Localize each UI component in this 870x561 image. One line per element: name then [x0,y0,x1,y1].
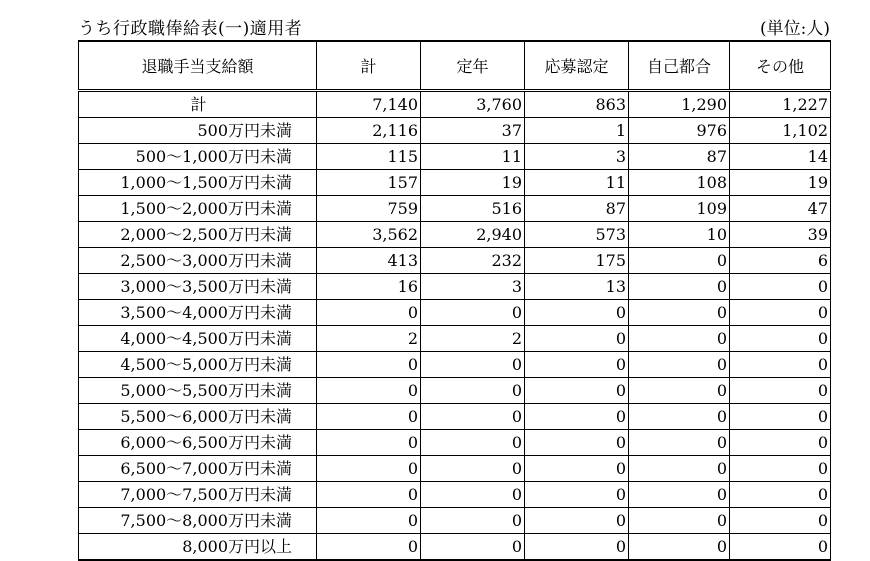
cell-personal-reasons: 87 [629,144,730,170]
table-row [79,248,831,274]
row-label: 500万円未満 [79,118,317,144]
cell-personal-reasons: 0 [629,274,730,300]
cell-total: 0 [317,404,421,430]
cell-other: 6 [730,248,831,274]
cell-mandatory-retirement: 19 [421,170,525,196]
cell-other: 14 [730,144,831,170]
cell-other: 47 [730,196,831,222]
cell-total: 115 [317,144,421,170]
cell-voluntary-approved: 0 [525,508,629,534]
cell-mandatory-retirement: 232 [421,248,525,274]
row-label: 1,000～1,500万円未満 [79,170,317,196]
cell-personal-reasons: 0 [629,508,730,534]
cell-voluntary-approved: 1 [525,118,629,144]
row-label: 500～1,000万円未満 [79,144,317,170]
cell-voluntary-approved: 11 [525,170,629,196]
cell-total: 3,562 [317,222,421,248]
table-row [79,144,831,170]
header-other: その他 [730,41,831,91]
cell-mandatory-retirement: 0 [421,404,525,430]
cell-personal-reasons: 0 [629,248,730,274]
cell-voluntary-approved: 0 [525,300,629,326]
table-header [79,41,831,91]
cell-total: 0 [317,352,421,378]
cell-mandatory-retirement: 0 [421,508,525,534]
cell-voluntary-approved: 0 [525,482,629,508]
cell-other: 0 [730,300,831,326]
table-row [79,352,831,378]
header-amount: 退職手当支給額 [79,41,317,91]
cell-mandatory-retirement: 0 [421,352,525,378]
row-label: 2,500～3,000万円未満 [79,248,317,274]
table-row [79,118,831,144]
cell-other: 0 [730,404,831,430]
cell-other: 0 [730,456,831,482]
row-label: 4,500～5,000万円未満 [79,352,317,378]
cell-voluntary-approved: 0 [525,352,629,378]
cell-other: 0 [730,482,831,508]
cell-mandatory-retirement: 37 [421,118,525,144]
table-row [79,404,831,430]
cell-voluntary-approved: 0 [525,404,629,430]
cell-other: 39 [730,222,831,248]
cell-total: 2,116 [317,118,421,144]
cell-total: 413 [317,248,421,274]
cell-mandatory-retirement: 516 [421,196,525,222]
cell-mandatory-retirement: 0 [421,430,525,456]
table-row [79,91,831,118]
cell-mandatory-retirement: 0 [421,300,525,326]
row-label: 3,000～3,500万円未満 [79,274,317,300]
cell-total: 759 [317,196,421,222]
cell-personal-reasons: 0 [629,300,730,326]
table-body [79,91,831,561]
header-personal-reasons: 自己都合 [629,41,730,91]
cell-voluntary-approved: 0 [525,456,629,482]
table-row [79,222,831,248]
table-row [79,274,831,300]
cell-personal-reasons: 0 [629,482,730,508]
row-label: 計 [79,91,317,118]
cell-mandatory-retirement: 3 [421,274,525,300]
cell-other: 0 [730,326,831,352]
cell-other: 1,227 [730,91,831,118]
cell-total: 7,140 [317,91,421,118]
row-label: 6,000～6,500万円未満 [79,430,317,456]
cell-other: 19 [730,170,831,196]
cell-voluntary-approved: 0 [525,378,629,404]
row-label: 1,500～2,000万円未満 [79,196,317,222]
cell-voluntary-approved: 863 [525,91,629,118]
row-label: 5,500～6,000万円未満 [79,404,317,430]
cell-other: 0 [730,534,831,561]
unit-label: (単位:人) [760,19,830,39]
cell-total: 0 [317,300,421,326]
cell-mandatory-retirement: 11 [421,144,525,170]
cell-personal-reasons: 0 [629,430,730,456]
cell-personal-reasons: 0 [629,378,730,404]
cell-mandatory-retirement: 0 [421,456,525,482]
row-label: 2,000～2,500万円未満 [79,222,317,248]
cell-voluntary-approved: 13 [525,274,629,300]
table-row [79,508,831,534]
cell-personal-reasons: 1,290 [629,91,730,118]
cell-personal-reasons: 0 [629,352,730,378]
header-total: 計 [317,41,421,91]
row-label: 4,000～4,500万円未満 [79,326,317,352]
cell-personal-reasons: 0 [629,534,730,561]
cell-total: 2 [317,326,421,352]
cell-mandatory-retirement: 0 [421,534,525,561]
cell-personal-reasons: 0 [629,404,730,430]
table-row [79,170,831,196]
cell-mandatory-retirement: 0 [421,378,525,404]
cell-other: 0 [730,508,831,534]
cell-mandatory-retirement: 2 [421,326,525,352]
cell-mandatory-retirement: 3,760 [421,91,525,118]
table-row [79,430,831,456]
cell-voluntary-approved: 0 [525,534,629,561]
cell-total: 0 [317,430,421,456]
cell-total: 0 [317,378,421,404]
table-row [79,534,831,561]
row-label: 8,000万円以上 [79,534,317,561]
cell-voluntary-approved: 0 [525,430,629,456]
cell-other: 0 [730,352,831,378]
cell-other: 1,102 [730,118,831,144]
row-label: 5,000～5,500万円未満 [79,378,317,404]
cell-personal-reasons: 109 [629,196,730,222]
header-mandatory-retirement: 定年 [421,41,525,91]
cell-total: 0 [317,456,421,482]
cell-total: 0 [317,508,421,534]
table-row [79,196,831,222]
cell-voluntary-approved: 3 [525,144,629,170]
retirement-allowance-table [78,40,831,561]
cell-personal-reasons: 0 [629,456,730,482]
cell-other: 0 [730,274,831,300]
cell-other: 0 [730,430,831,456]
cell-mandatory-retirement: 0 [421,482,525,508]
cell-voluntary-approved: 0 [525,326,629,352]
table-row [79,482,831,508]
table-title: うち行政職俸給表(一)適用者 [78,19,303,39]
header-voluntary-approved: 応募認定 [525,41,629,91]
table-row [79,326,831,352]
cell-total: 157 [317,170,421,196]
cell-personal-reasons: 108 [629,170,730,196]
row-label: 7,000～7,500万円未満 [79,482,317,508]
table-row [79,456,831,482]
row-label: 7,500～8,000万円未満 [79,508,317,534]
cell-personal-reasons: 0 [629,326,730,352]
table-caption [78,14,830,40]
table-row [79,378,831,404]
row-label: 3,500～4,000万円未満 [79,300,317,326]
cell-personal-reasons: 976 [629,118,730,144]
cell-total: 0 [317,482,421,508]
cell-total: 0 [317,534,421,561]
cell-total: 16 [317,274,421,300]
cell-voluntary-approved: 175 [525,248,629,274]
cell-mandatory-retirement: 2,940 [421,222,525,248]
cell-other: 0 [730,378,831,404]
cell-personal-reasons: 10 [629,222,730,248]
cell-voluntary-approved: 573 [525,222,629,248]
header-row [79,41,831,91]
cell-voluntary-approved: 87 [525,196,629,222]
table-row [79,300,831,326]
row-label: 6,500～7,000万円未満 [79,456,317,482]
